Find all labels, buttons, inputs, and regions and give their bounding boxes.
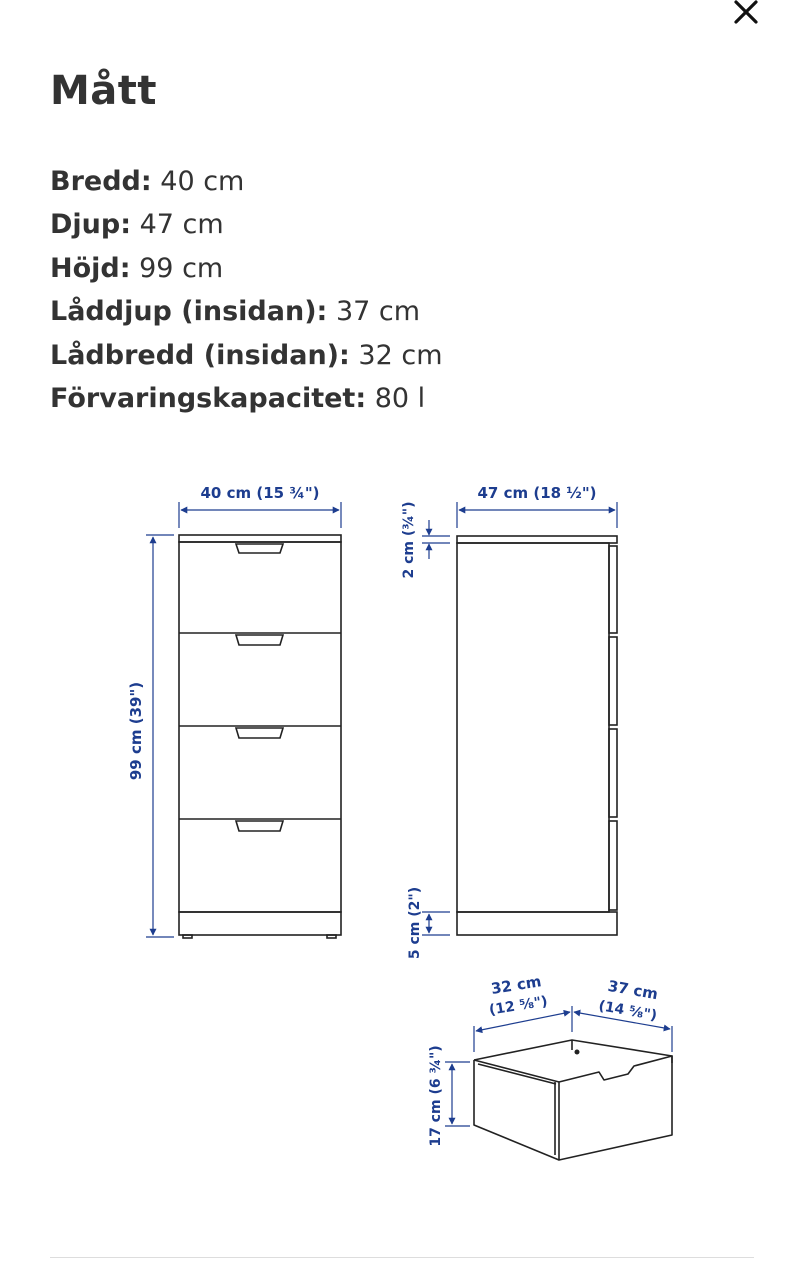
drawer-depth-label-line2: (14 ⅝")	[597, 998, 659, 1025]
front-width-label: 40 cm (15 ¾")	[200, 484, 320, 502]
drawer-front-panel	[559, 1056, 672, 1160]
side-carcass	[457, 543, 609, 912]
drawer-handle	[236, 635, 283, 645]
spec-drawer-depth	[50, 290, 443, 333]
foot	[183, 935, 192, 938]
drawer-left-top-edge	[474, 1060, 559, 1082]
side-drawer-front	[609, 821, 617, 910]
side-depth-dimension	[457, 502, 617, 528]
side-drawer-front	[609, 637, 617, 725]
front-height-label: 99 cm (39")	[127, 681, 145, 781]
spec-value: 99 cm	[139, 252, 224, 284]
drawer-depth-label-line1: 37 cm	[606, 976, 660, 1004]
front-carcass	[179, 542, 341, 912]
spec-label: Bredd:	[50, 166, 152, 197]
side-top-panel	[457, 536, 617, 543]
spec-value: 32 cm	[358, 339, 443, 371]
drawer-height-dimension	[445, 1062, 470, 1126]
drawer-left-side	[474, 1060, 559, 1160]
spec-value: 37 cm	[335, 296, 421, 328]
foot	[327, 935, 336, 938]
side-drawer-front	[609, 546, 617, 633]
side-view	[457, 536, 617, 935]
spec-depth	[50, 203, 443, 246]
drawer-top-edges	[474, 1040, 672, 1063]
spec-height	[50, 247, 443, 290]
front-top-panel	[179, 535, 341, 542]
close-icon	[726, 0, 766, 32]
drawer-screw	[575, 1050, 580, 1055]
spec-label: Lådbredd (insidan):	[50, 339, 350, 371]
front-view	[179, 535, 341, 938]
spec-value: 47 cm	[139, 209, 224, 241]
page-title: Mått	[50, 68, 158, 114]
spec-storage-capacity	[50, 377, 443, 420]
drawer-handle	[236, 544, 283, 553]
divider	[50, 1257, 754, 1258]
side-drawer-front	[609, 729, 617, 817]
top-thickness-label: 2 cm (¾")	[401, 501, 417, 579]
base-height-dimension	[422, 912, 450, 935]
drawer-view	[474, 1040, 672, 1160]
spec-drawer-width	[50, 334, 443, 377]
base-height-label: 5 cm (2")	[407, 886, 423, 960]
side-depth-label: 47 cm (18 ½")	[477, 484, 597, 502]
spec-value: 40 cm	[160, 166, 245, 197]
close-button[interactable]	[726, 0, 766, 32]
dimension-drawing	[0, 470, 804, 1190]
spec-label: Djup:	[50, 209, 132, 241]
drawer-handle	[236, 728, 283, 738]
front-plinth	[179, 912, 341, 935]
spec-label: Förvaringskapacitet:	[50, 382, 367, 414]
spec-label: Låddjup (insidan):	[50, 296, 328, 328]
drawer-handle	[236, 821, 283, 831]
drawer-width-label-line1: 32 cm	[489, 972, 543, 998]
front-height-dimension	[146, 535, 174, 937]
side-plinth	[457, 912, 617, 935]
spec-label: Höjd:	[50, 252, 131, 284]
drawer-height-label: 17 cm (6 ¾")	[428, 1045, 444, 1147]
top-thickness-dimension	[422, 520, 450, 559]
spec-width	[50, 160, 443, 203]
dimension-specs-list	[50, 160, 443, 420]
drawer-inner-edge	[478, 1064, 556, 1084]
front-width-dimension	[179, 502, 341, 528]
drawer-width-label-line2: (12 ⅝")	[488, 993, 549, 1019]
spec-value: 80 l	[374, 382, 426, 414]
